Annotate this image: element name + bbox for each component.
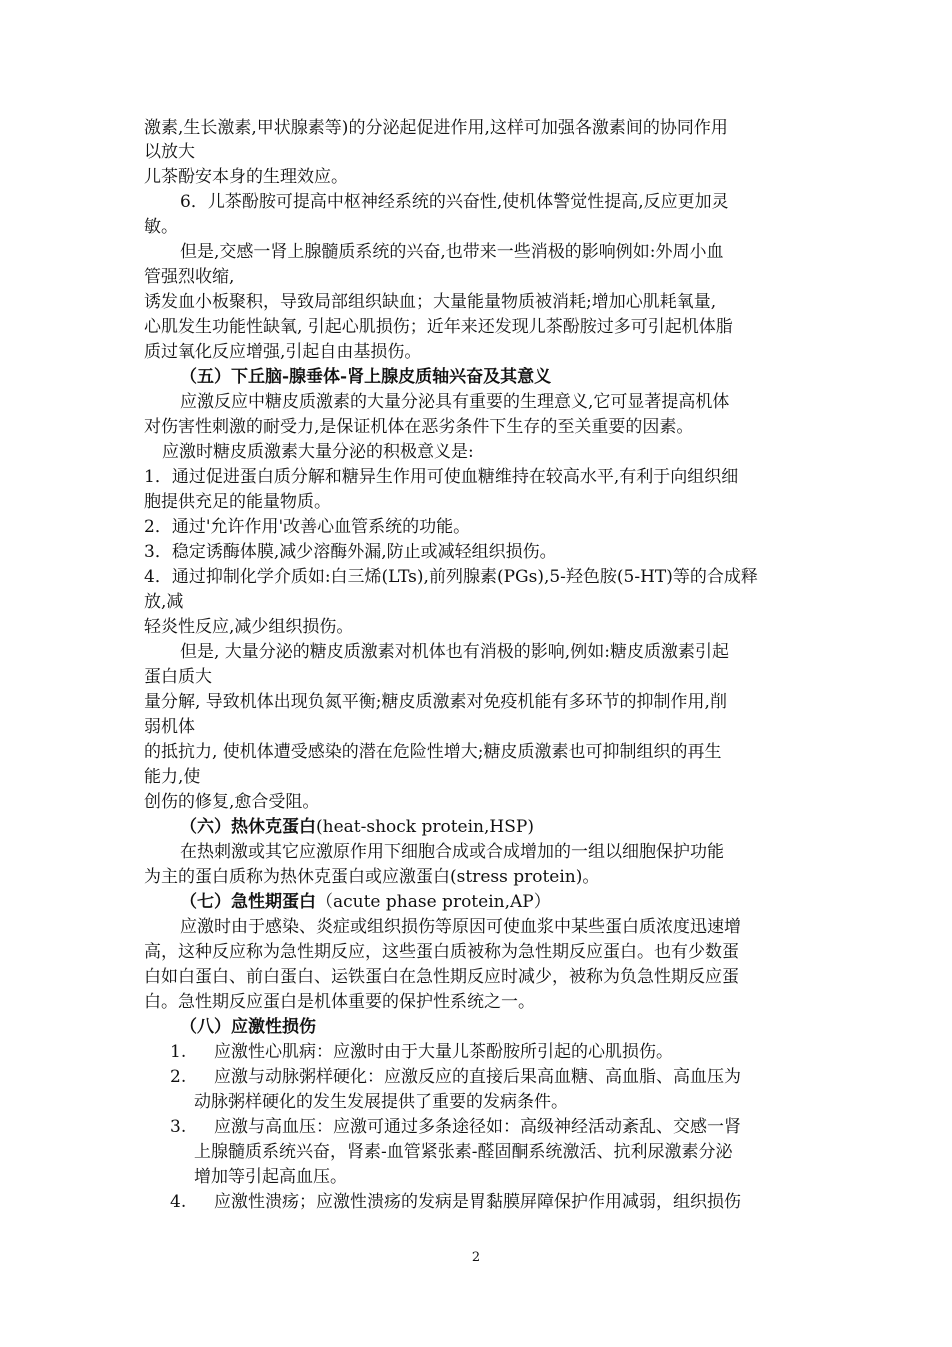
heading-6-english: (heat-shock protein,HSP) (316, 817, 534, 837)
text-line: 的抵抗力, 使机体遭受感染的潜在危险性增大;糖皮质激素也可抑制组织的再生 (144, 742, 722, 762)
list-item (170, 1065, 741, 1089)
text-line: 弱机体 (144, 717, 195, 737)
text-line: 敏。 (144, 217, 178, 237)
list-number: 4. (170, 1192, 187, 1212)
list-text: 应激性溃疡；应激性溃疡的发病是胃黏膜屏障保护作用减弱，组织损伤 (214, 1192, 741, 1212)
text-line: 高，这种反应称为急性期反应，这些蛋白质被称为急性期反应蛋白。也有少数蛋 (144, 942, 739, 962)
text-line: 在热刺激或其它应激原作用下细胞合成或合成增加的一组以细胞保护功能 (180, 842, 724, 862)
text-line: 诱发血小板聚积，导致局部组织缺血；大量能量物质被消耗;增加心肌耗氧量, (144, 292, 717, 312)
heading-6-title: （六）热休克蛋白 (180, 817, 316, 837)
text-line: 放,减 (144, 592, 184, 612)
text-line: 心肌发生功能性缺氧, 引起心肌损伤；近年来还发现儿茶酚胺过多可引起机体脂 (144, 317, 733, 337)
list-item (170, 1115, 741, 1139)
text-line: 白如白蛋白、前白蛋白、运铁蛋白在急性期反应时减少，被称为负急性期反应蛋 (144, 967, 739, 987)
text-line: 能力,使 (144, 767, 201, 787)
text-line: 儿茶酚安本身的生理效应。 (144, 167, 348, 187)
list-text: 应激与动脉粥样硬化：应激反应的直接后果高血糖、高血脂、高血压为 (214, 1067, 741, 1087)
list-text-continued: 增加等引起高血压。 (194, 1167, 347, 1187)
heading-7-title: （七）急性期蛋白 (180, 892, 316, 912)
text-line: 6．儿茶酚胺可提高中枢神经系统的兴奋性,使机体警觉性提高,反应更加灵 (180, 192, 729, 212)
text-line: 轻炎性反应,减少组织损伤。 (144, 617, 354, 637)
list-number: 2. (170, 1067, 187, 1087)
text-line: 对伤害性刺激的耐受力,是保证机体在恶劣条件下生存的至关重要的因素。 (144, 417, 694, 437)
page-number: 2 (471, 1250, 481, 1265)
section-heading-7 (180, 890, 551, 914)
list-item (170, 1040, 673, 1064)
text-line: 蛋白质大 (144, 667, 212, 687)
text-line: 为主的蛋白质称为热休克蛋白或应激蛋白(stress protein)。 (144, 867, 600, 887)
section-heading-8: （八）应激性损伤 (180, 1017, 316, 1037)
text-line: 应激时糖皮质激素大量分泌的积极意义是: (162, 442, 474, 462)
text-line: 1．通过促进蛋白质分解和糖异生作用可使血糖维持在较高水平,有利于向组织细 (144, 467, 739, 487)
text-line: 以放大 (144, 142, 195, 162)
list-item (170, 1190, 741, 1214)
text-line: 管强烈收缩, (144, 267, 235, 287)
text-line: 激素,生长激素,甲状腺素等)的分泌起促进作用,这样可加强各激素间的协同作用 (144, 118, 728, 138)
text-line: 3．稳定诱酶体膜,减少溶酶外漏,防止或减轻组织损伤。 (144, 542, 557, 562)
text-line: 但是,交感一肾上腺髓质系统的兴奋,也带来一些消极的影响例如:外周小血 (180, 242, 724, 262)
section-heading-6 (180, 815, 534, 839)
text-line: 4．通过抑制化学介质如:白三烯(LTs),前列腺素(PGs),5-羟色胺(5-HT)等的合成释 (144, 567, 758, 587)
list-number: 1. (170, 1042, 187, 1062)
text-line: 质过氧化反应增强,引起自由基损伤。 (144, 342, 422, 362)
text-line: 白。急性期反应蛋白是机体重要的保护性系统之一。 (144, 992, 535, 1012)
list-text: 应激与高血压：应激可通过多条途径如：高级神经活动紊乱、交感一肾 (214, 1117, 741, 1137)
list-text: 应激性心肌病：应激时由于大量儿茶酚胺所引起的心肌损伤。 (214, 1042, 673, 1062)
list-number: 3. (170, 1117, 187, 1137)
text-line: 创伤的修复,愈合受阻。 (144, 792, 320, 812)
text-line: 但是, 大量分泌的糖皮质激素对机体也有消极的影响,例如:糖皮质激素引起 (180, 642, 729, 662)
text-line: 量分解, 导致机体出现负氮平衡;糖皮质激素对免疫机能有多环节的抑制作用,削 (144, 692, 727, 712)
text-line: 应激时由于感染、炎症或组织损伤等原因可使血浆中某些蛋白质浓度迅速增 (180, 917, 741, 937)
section-heading-5: （五）下丘脑-腺垂体-肾上腺皮质轴兴奋及其意义 (180, 367, 552, 387)
text-line: 应激反应中糖皮质激素的大量分泌具有重要的生理意义,它可显著提高机体 (180, 392, 730, 412)
text-line: 胞提供充足的能量物质。 (144, 492, 331, 512)
list-text-continued: 上腺髓质系统兴奋，肾素-血管紧张素-醛固酮系统激活、抗利尿激素分泌 (194, 1142, 733, 1162)
heading-7-english: （acute phase protein,AP） (316, 892, 551, 912)
text-line: 2．通过'允许作用'改善心血管系统的功能。 (144, 517, 471, 537)
list-text-continued: 动脉粥样硬化的发生发展提供了重要的发病条件。 (194, 1092, 568, 1112)
